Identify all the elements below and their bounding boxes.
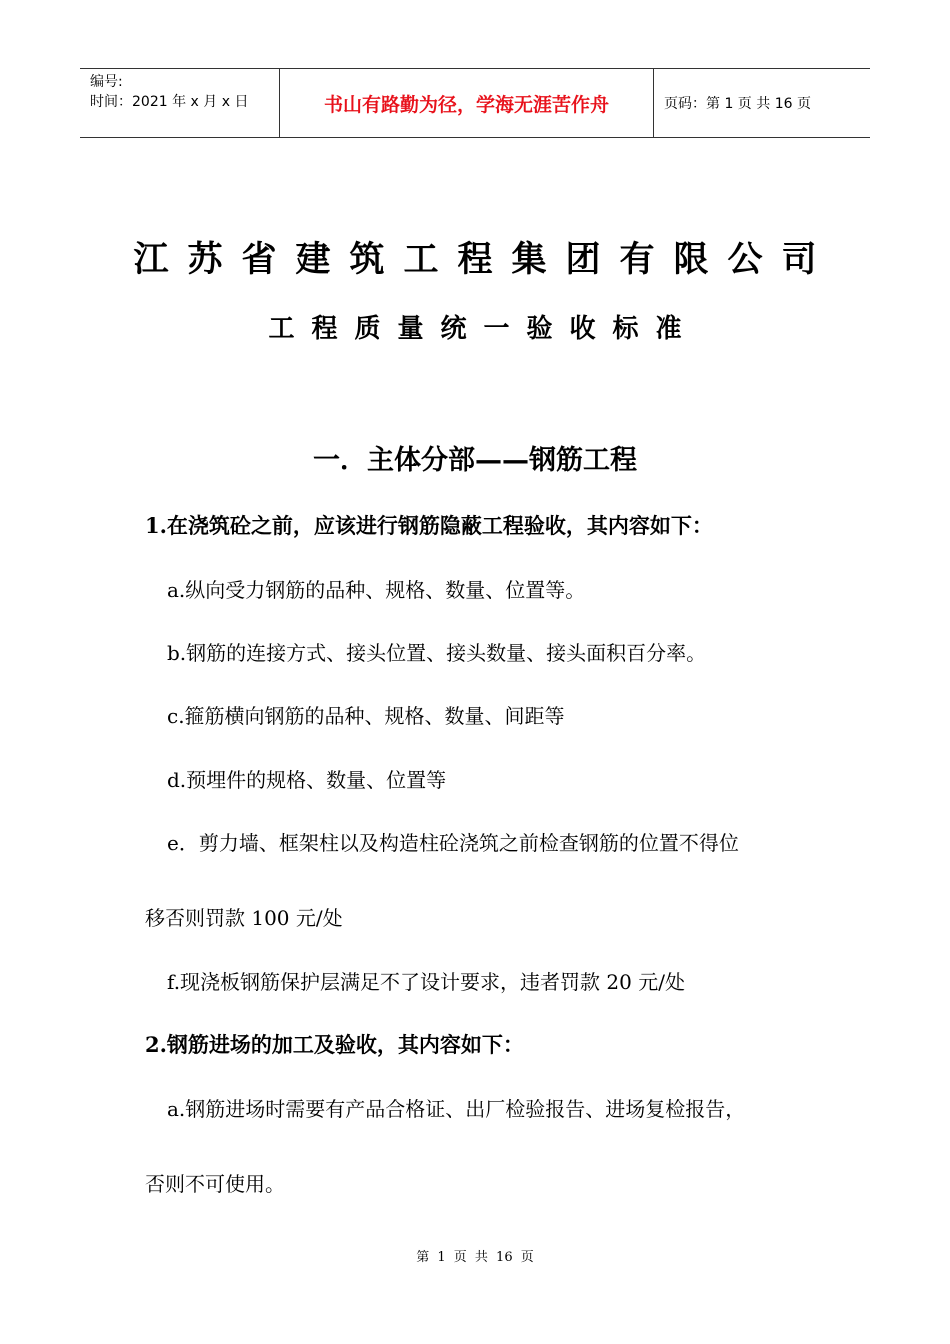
section-title: 一．主体分部——钢筋工程 (313, 445, 637, 476)
item1-e-line2: 移否则罚款 100 元/处 (145, 906, 343, 930)
item1-e-line1: e．剪力墙、框架柱以及构造柱砼浇筑之前检查钢筋的位置不得位 (167, 831, 739, 855)
page-footer: 第 1 页 共 16 页 (416, 1250, 534, 1265)
time-label: 时间：2021 年 x 月 x 日 (90, 94, 249, 110)
header-meta (80, 69, 280, 137)
header-motto: 书山有路勤为径，学海无涯苦作舟 (280, 69, 654, 137)
header-page-info: 页码：第 1 页 共 16 页 (664, 96, 811, 112)
item1-heading: 1.在浇筑砼之前，应该进行钢筋隐蔽工程验收，其内容如下： (145, 513, 713, 538)
document-title: 工程质量统一验收标准 (268, 314, 699, 344)
item2-a-line1: a.钢筋进场时需要有产品合格证、出厂检验报告、进场复检报告， (167, 1097, 746, 1121)
item1-c: c.箍筋横向钢筋的品种、规格、数量、间距等 (167, 704, 565, 728)
item2-a-line2: 否则不可使用。 (145, 1172, 285, 1196)
item2-heading: 2.钢筋进场的加工及验收，其内容如下： (145, 1032, 524, 1057)
item1-f: f.现浇板钢筋保护层满足不了设计要求，违者罚款 20 元/处 (167, 970, 685, 994)
number-label: 编号: (90, 74, 123, 90)
company-title: 江苏省建筑工程集团有限公司 (133, 239, 836, 280)
page-header (80, 68, 870, 138)
item1-a: a.纵向受力钢筋的品种、规格、数量、位置等。 (167, 578, 586, 602)
item1-d: d.预埋件的规格、数量、位置等 (167, 768, 447, 792)
item1-b: b.钢筋的连接方式、接头位置、接头数量、接头面积百分率。 (167, 641, 707, 665)
